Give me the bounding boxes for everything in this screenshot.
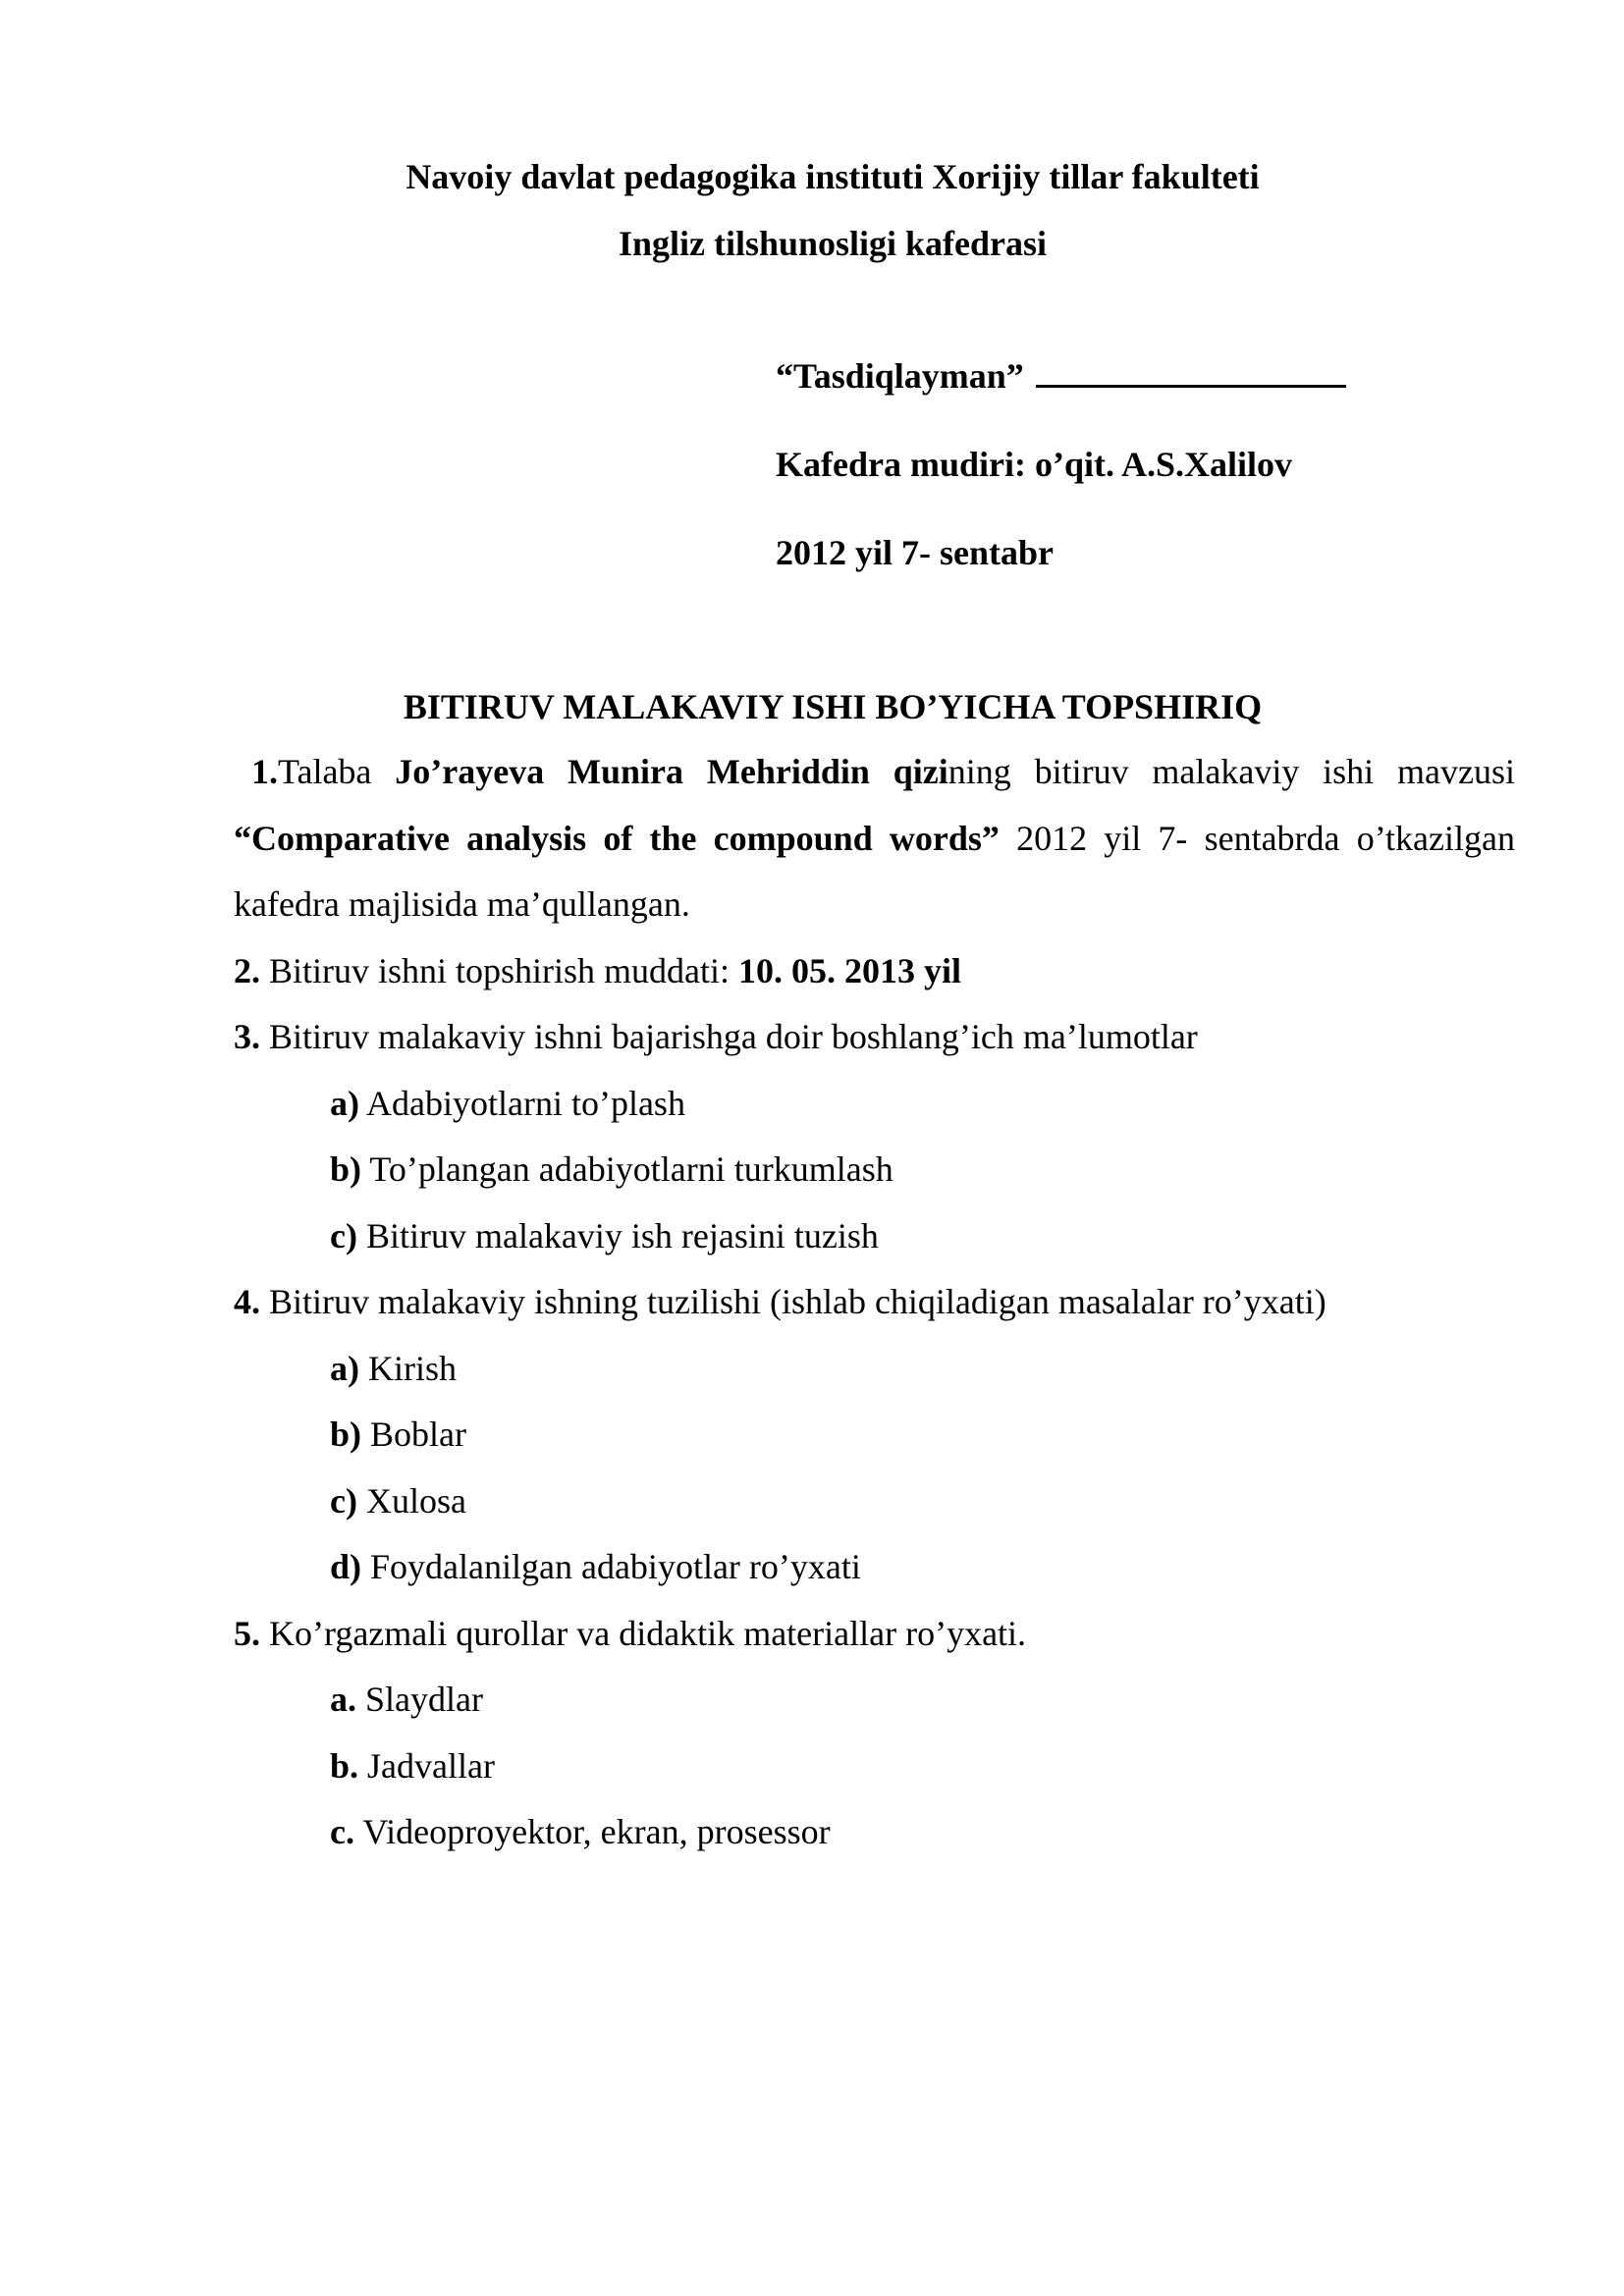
item-3	[234, 1004, 1515, 1071]
item-3-number: 3.	[234, 1017, 260, 1056]
item-5-text: Ko’rgazmali qurollar va didaktik materiallar ro’yxati.	[260, 1613, 1027, 1653]
item-5	[234, 1601, 1515, 1668]
item-2-text: Bitiruv ishni topshirish muddati:	[260, 950, 739, 990]
list-item	[234, 1137, 1515, 1203]
deadline-date: 10. 05. 2013 yil	[738, 950, 962, 990]
item-2	[234, 938, 1515, 1005]
item-3-text: Bitiruv malakaviy ishni bajarishga doir boshlang’ich ma’lumotlar	[260, 1017, 1198, 1056]
list-item-text: Kirish	[359, 1348, 457, 1388]
list-item-text: Xulosa	[356, 1480, 466, 1521]
item-5-number: 5.	[234, 1613, 260, 1653]
list-marker: a.	[330, 1680, 356, 1719]
item-1-middle: ning bitiruv malakaviy ishi mavzusi	[947, 752, 1515, 791]
list-item	[234, 1799, 1515, 1866]
approval-date: 2012 yil 7- sentabr	[776, 533, 1054, 572]
head-of-department-label: Kafedra mudiri: o’qit. A.S.Xalilov	[776, 445, 1293, 484]
institution-heading: Navoiy davlat pedagogika instituti Xorijiy tillar fakulteti	[406, 157, 1260, 196]
list-item-text: To’plangan adabiyotlarni turkumlash	[361, 1149, 893, 1189]
item-2-number: 2.	[234, 950, 260, 990]
list-marker: a)	[330, 1083, 359, 1123]
assignment-body	[234, 739, 1515, 1866]
list-item	[234, 1667, 1515, 1734]
item-4-text: Bitiruv malakaviy ishning tuzilishi (ishlab chiqiladigan masalalar ro’yxati)	[260, 1282, 1326, 1321]
student-name: Jo’rayeva Munira Mehriddin qizi	[395, 752, 948, 791]
document-title: BITIRUV MALAKAVIY ISHI BO’YICHA TOPSHIRIQ	[403, 687, 1263, 726]
item-1-number: 1.	[251, 752, 278, 791]
list-marker: a)	[330, 1348, 359, 1388]
list-marker: b)	[330, 1415, 362, 1454]
list-marker: b)	[330, 1149, 362, 1189]
list-item	[234, 1468, 1515, 1535]
item-4	[234, 1269, 1515, 1336]
list-item-text: Bitiruv malakaviy ish rejasini tuzish	[356, 1215, 879, 1255]
approve-label: “Tasdiqlayman”	[776, 356, 1024, 396]
thesis-topic: “Comparative analysis of the compound words”	[234, 818, 1000, 858]
list-item	[234, 1336, 1515, 1403]
list-item	[234, 1203, 1515, 1270]
list-item-text: Adabiyotlarni to’plash	[359, 1083, 685, 1123]
list-item	[234, 1734, 1515, 1800]
list-item	[234, 1402, 1515, 1468]
list-item-text: Jadvallar	[358, 1745, 495, 1786]
list-item-text: Boblar	[361, 1415, 466, 1454]
list-marker: c.	[330, 1812, 354, 1851]
list-marker: c)	[330, 1215, 357, 1255]
department-heading: Ingliz tilshunosligi kafedrasi	[618, 224, 1048, 263]
approval-line	[776, 354, 1346, 398]
list-item	[234, 1534, 1515, 1601]
list-marker: b.	[330, 1745, 359, 1786]
item-1-suffix: 2012 yil 7- sentabrda o’tkazilgan kafedra majlisida ma’qullangan.	[234, 818, 1515, 924]
list-item-text: Foydalanilgan adabiyotlar ro’yxati	[361, 1547, 861, 1586]
list-item	[234, 1071, 1515, 1138]
list-item-text: Videoproyektor, ekran, prosessor	[353, 1812, 831, 1851]
list-item-text: Slaydlar	[356, 1680, 483, 1719]
item-1-paragraph	[234, 739, 1515, 938]
item-4-number: 4.	[234, 1282, 260, 1321]
list-marker: c)	[330, 1480, 357, 1521]
signature-line	[1036, 355, 1346, 388]
list-marker: d)	[330, 1547, 362, 1586]
item-1-prefix: Talaba	[278, 752, 396, 791]
